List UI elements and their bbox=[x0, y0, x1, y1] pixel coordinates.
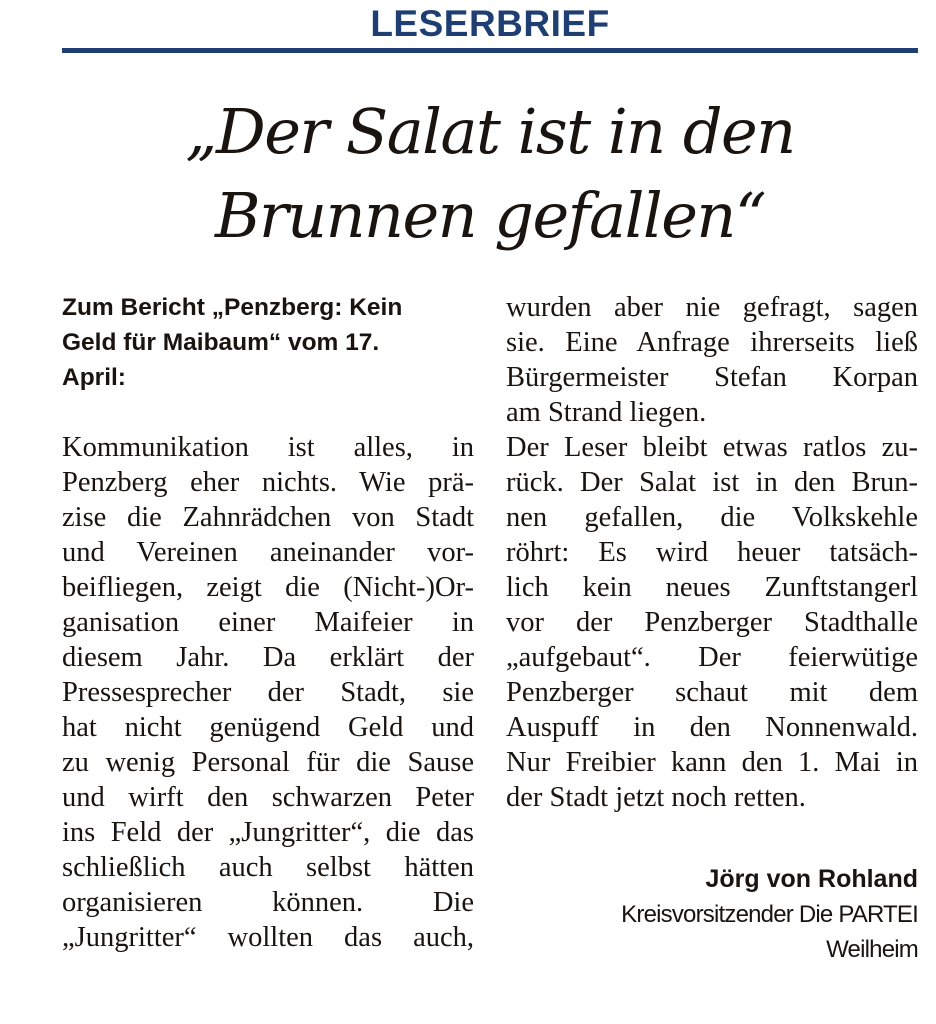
body-line: und wirft den schwarzen Peter bbox=[62, 782, 474, 813]
section-rule bbox=[62, 48, 918, 53]
body-line: „aufgebaut“. Der feierwütige bbox=[506, 642, 918, 673]
body-line: ganisation einer Maifeier in bbox=[62, 607, 474, 638]
body-line: Kommunikation ist alles, in bbox=[62, 432, 474, 463]
body-line: „Jungritter“ wollten das auch, bbox=[62, 922, 474, 953]
signature bbox=[506, 862, 918, 967]
body-line: lich kein neues Zunftstangerl bbox=[506, 572, 918, 603]
body-line: der Stadt jetzt noch retten. bbox=[506, 782, 806, 813]
body-line: Auspuff in den Nonnenwald. bbox=[506, 712, 918, 743]
body-line: beifliegen, zeigt die (Nicht-)Or- bbox=[62, 572, 474, 603]
body-line: hat nicht genügend Geld und bbox=[62, 712, 474, 743]
column-left bbox=[62, 290, 474, 955]
body-line: Der Leser bleibt etwas ratlos zu- bbox=[506, 432, 918, 463]
body-line: zise die Zahnrädchen von Stadt bbox=[62, 502, 474, 533]
headline-line-2: Brunnen gefallen“ bbox=[214, 179, 766, 252]
body-line: Pressesprecher der Stadt, sie bbox=[62, 677, 474, 708]
body-line: nen gefallen, die Volkskehle bbox=[506, 502, 918, 533]
body-line: sie. Eine Anfrage ihrerseits ließ bbox=[506, 327, 918, 358]
body-line: schließlich auch selbst hätten bbox=[62, 852, 474, 883]
author-role: Kreisvorsitzender Die PARTEI bbox=[621, 901, 918, 928]
body-line: vor der Penzberger Stadthalle bbox=[506, 607, 918, 638]
body-line: Nur Freibier kann den 1. Mai in bbox=[506, 747, 918, 778]
body-line: am Strand liegen. bbox=[506, 397, 707, 428]
reference-line: April: bbox=[62, 364, 126, 391]
reference-line: Geld für Maibaum“ vom 17. bbox=[62, 329, 380, 356]
article-reference bbox=[62, 290, 474, 395]
headline bbox=[62, 90, 918, 258]
author-place: Weilheim bbox=[826, 936, 918, 963]
body-line: und Vereinen aneinander vor- bbox=[62, 537, 474, 568]
body-line: rück. Der Salat ist in den Brun- bbox=[506, 467, 918, 498]
body-line: ins Feld der „Jungritter“, die das bbox=[62, 817, 474, 848]
section-label: LESERBRIEF bbox=[370, 3, 610, 44]
body-line: röhrt: Es wird heuer tatsäch- bbox=[506, 537, 918, 568]
body-line: Penzberg eher nichts. Wie prä- bbox=[62, 467, 474, 498]
body-line: Bürgermeister Stefan Korpan bbox=[506, 362, 918, 393]
letter-body-left bbox=[62, 430, 474, 955]
body-line: diesem Jahr. Da erklärt der bbox=[62, 642, 474, 673]
body-line: Penzberger schaut mit dem bbox=[506, 677, 918, 708]
body-line: zu wenig Personal für die Sause bbox=[62, 747, 474, 778]
reference-line: Zum Bericht „Penzberg: Kein bbox=[62, 294, 403, 321]
body-line: organisieren können. Die bbox=[62, 887, 474, 918]
author-name: Jörg von Rohland bbox=[705, 865, 918, 893]
body-line: wurden aber nie gefragt, sagen bbox=[506, 292, 918, 323]
column-right bbox=[506, 290, 918, 815]
headline-line-1: „Der Salat ist in den bbox=[185, 95, 795, 168]
